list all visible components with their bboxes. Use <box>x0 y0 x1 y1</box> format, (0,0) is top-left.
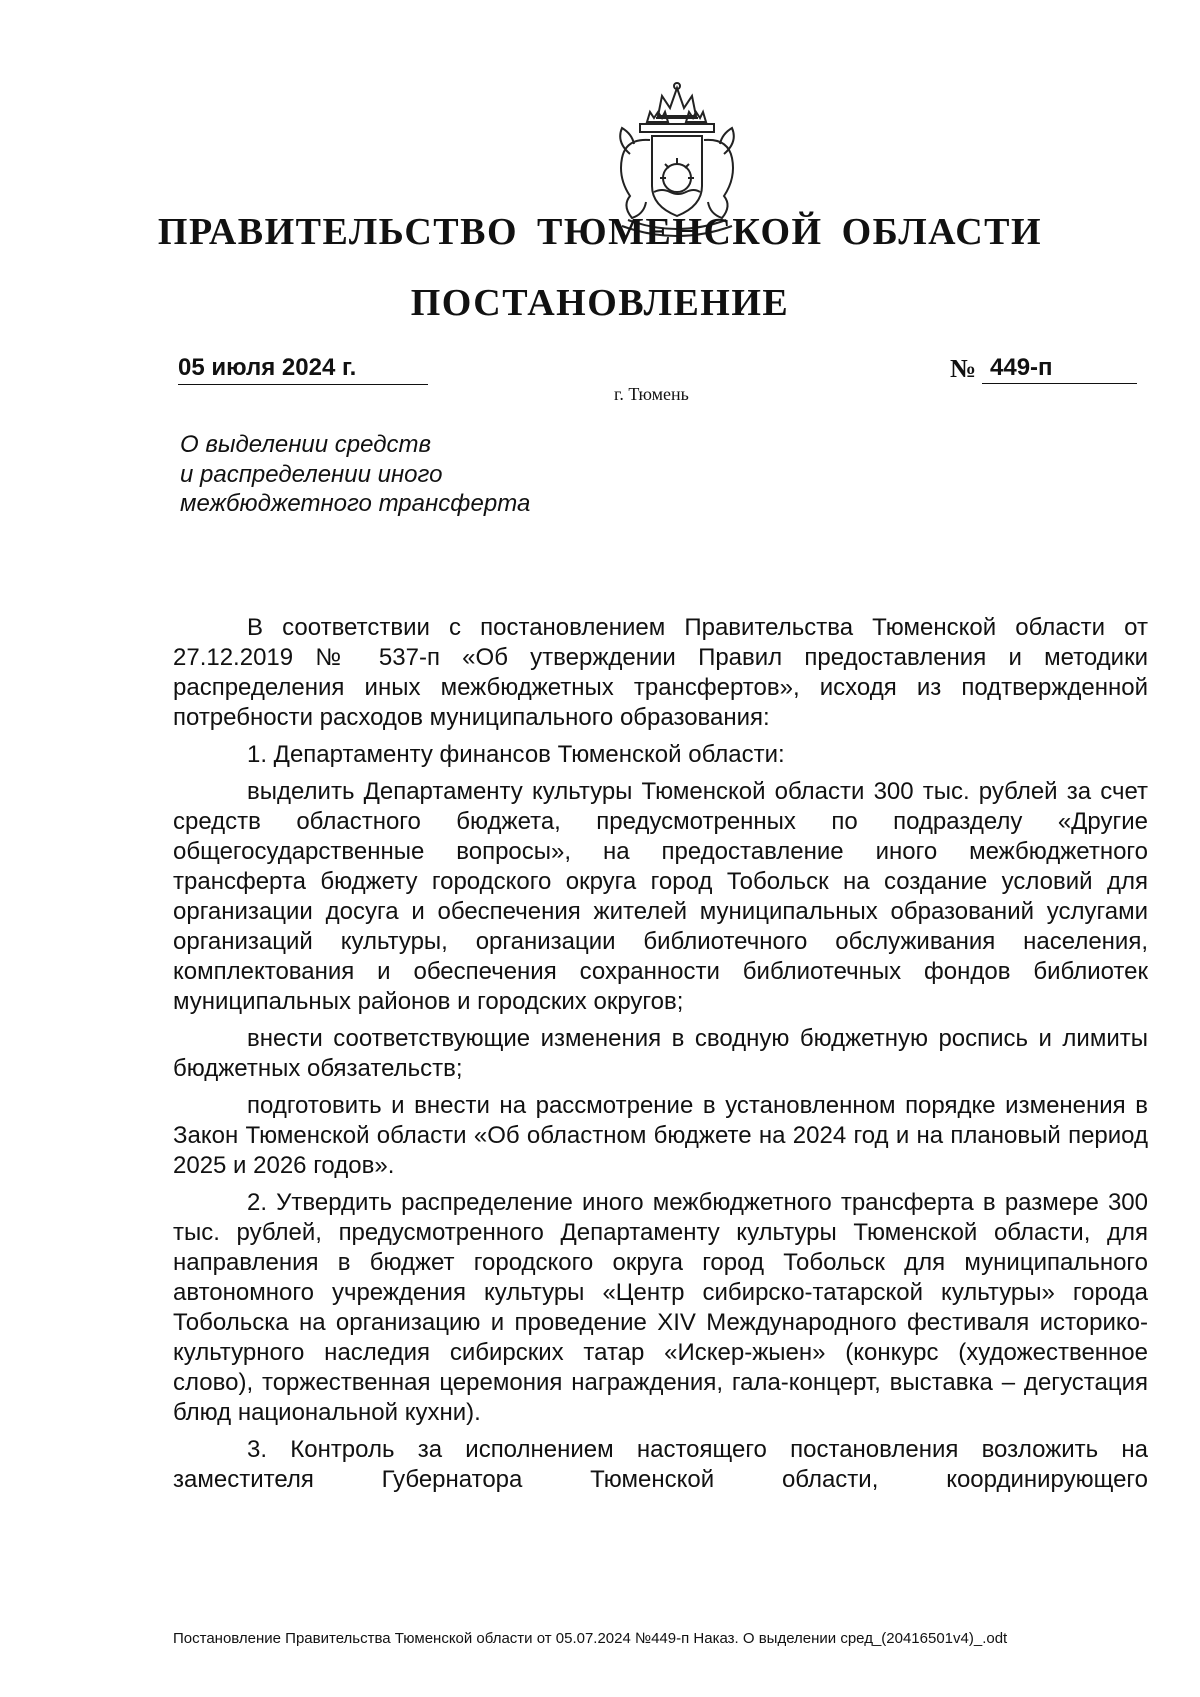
document-subject <box>180 430 530 519</box>
page-footer: Постановление Правительства Тюменской области от 05.07.2024 №449-п Наказ. О выделении сред_(20416501v4)_.odt <box>173 1630 1008 1647</box>
body-paragraph-amend-budget: внести соответствующие изменения в сводную бюджетную роспись и лимиты бюджетных обязательств; <box>173 1025 1148 1082</box>
number-sign: № <box>950 354 977 383</box>
document-date: 05 июля 2024 г. <box>178 354 428 385</box>
document-city: г. Тюмень <box>614 384 689 404</box>
subject-line: О выделении средств <box>180 431 432 458</box>
subject-line: межбюджетного трансферта <box>180 490 531 517</box>
body-paragraph-item-2: 2. Утвердить распределение иного межбюджетного трансферта в размере 300 тыс. рублей, предусмотренного Департаменту культуры Тюменской области, для направления в бюджет городского округа город Тобольск для муниципального автономного учреждения культуры «Центр сибирско-татарской культуры» города Тобольска на организацию и проведение XIV Международного фестиваля историко-культурного наследия сибирских татар «Искер-жыен» (конкурс (художественное слово), торжественная церемония награждения, гала-концерт, выставка – дегустация блюд национальной кухни). <box>173 1189 1148 1426</box>
body-paragraph-allocate: выделить Департаменту культуры Тюменской области 300 тыс. рублей за счет средств областного бюджета, предусмотренных по подразделу «Другие общегосударственные вопросы», на предоставление иного межбюджетного трансферта бюджету городского округа город Тобольск на создание условий для организации досуга и обеспечения жителей муниципальных образований услугами организаций культуры, организации библиотечного обслуживания населения, комплектования и обеспечения сохранности библиотечных фондов библиотек муниципальных районов и городских округов; <box>173 778 1148 1015</box>
body-paragraph-item-1: 1. Департаменту финансов Тюменской области: <box>247 741 785 768</box>
body-paragraph-prepare-law: подготовить и внести на рассмотрение в установленном порядке изменения в Закон Тюменской области «Об областном бюджете на 2024 год и на плановый период 2025 и 2026 годов». <box>173 1092 1148 1179</box>
body-paragraph-preamble: В соответствии с постановлением Правительства Тюменской области от 27.12.2019 № 537-п «Об утверждении Правил предоставления и методики распределения иных межбюджетных трансфертов», исходя из подтвержденной потребности расходов муниципального образования: <box>173 614 1148 731</box>
document-body <box>173 613 1148 1502</box>
body-paragraph-item-3: 3. Контроль за исполнением настоящего постановления возложить на заместителя Губернатора Тюменской области, координирующего <box>173 1436 1148 1493</box>
document-number: 449-п <box>982 354 1137 384</box>
subject-line: и распределении иного <box>180 460 443 488</box>
document-type-heading: ПОСТАНОВЛЕНИЕ <box>410 282 790 324</box>
organization-title: ПРАВИТЕЛЬСТВО ТЮМЕНСКОЙ ОБЛАСТИ <box>157 211 1043 253</box>
